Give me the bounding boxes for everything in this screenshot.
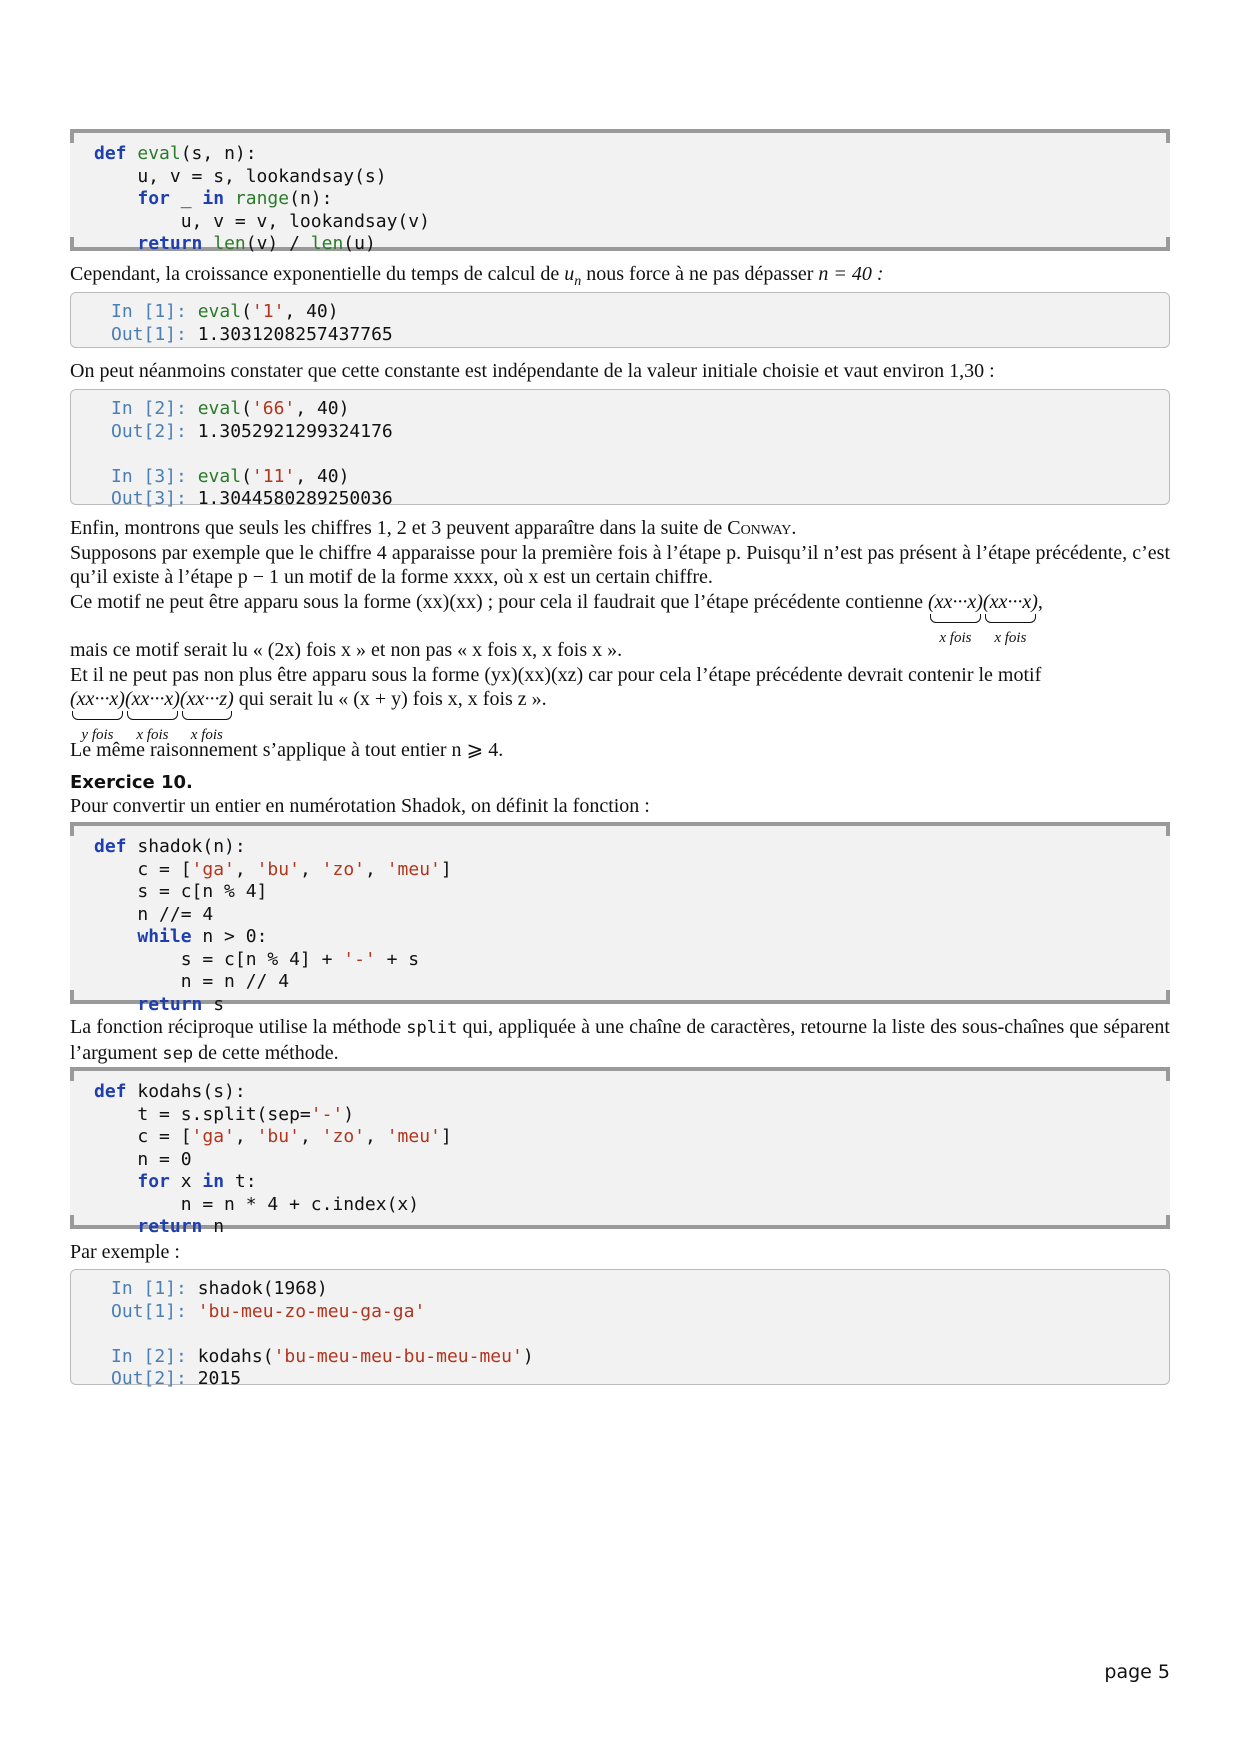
paragraph-reciproque: La fonction réciproque utilise la méthode split qui, appliquée à une chaîne de caractères, retourne la liste des sous-chaînes que séparent l’argument sep de cette méthode. (70, 1016, 1170, 1064)
page-number: page 5 (1104, 1661, 1170, 1683)
paragraph-constante: On peut néanmoins constater que cette constante est indépendante de la valeur initiale choisie et vaut environ 1,30 : (70, 360, 995, 382)
document-page (70, 0, 1170, 1754)
code-eval: def eval(s, n): u, v = s, lookandsay(s) for _ in range(n): u, v = v, lookandsay(v) return len(v) / len(u) (94, 143, 430, 254)
exercise-heading: Exercice 10. (70, 772, 193, 793)
code-block-kodahs (70, 1067, 1170, 1237)
paragraph-shadok: Pour convertir un entier en numérotation Shadok, on définit la fonction : (70, 795, 650, 817)
repl-block-3: In [1]: shadok(1968) Out[1]: 'bu-meu-zo-meu-ga-ga' In [2]: kodahs('bu-meu-meu-bu-meu-meu') Out[2]: 2015 (70, 1269, 1170, 1385)
paragraph-par-exemple: Par exemple : (70, 1241, 180, 1263)
code-block-shadok (70, 822, 1170, 1015)
code-kodahs: def kodahs(s): t = s.split(sep='-') c = ['ga', 'bu', 'zo', 'meu'] n = 0 for x in t: n = n * 4 + c.index(x) return n (94, 1081, 452, 1237)
repl-block-1: In [1]: eval('1', 40) Out[1]: 1.3031208257437765 (70, 292, 1170, 348)
repl-block-2: In [2]: eval('66', 40) Out[2]: 1.3052921299324176 In [3]: eval('11', 40) Out[3]: 1.3044580289250036 (70, 389, 1170, 505)
paragraph-supposons: Supposons par exemple que le chiffre 4 apparaisse pour la première fois à l’étape p. Puisqu’il n’est pas présent à l’étape précédente, c’est qu’il existe à l’étape p − 1 un motif de la forme xxxx, où x est un certain chiffre. (70, 541, 1170, 588)
paragraph-croissance: Cependant, la croissance exponentielle du temps de calcul de $u_n$ nous force à ne pas dépasser n = 40 : (70, 263, 884, 289)
paragraph-conway: Enfin, montrons que seuls les chiffres 1, 2 et 3 peuvent apparaître dans la suite de Conway. Supposons par exemple que le chiffre 4 apparaisse pour la première fois à l’étape p. Puisqu’il n’est pas présent à l’étape précédente, c’est qu’il existe à l’étape p − 1 un motif de la forme xxxx, où x est un certain chiffre. Ce motif ne peut être apparu sous la forme (xx)(xx) ; pour cela il faudrait que l’étape précédente contienne (xx···x) x fois (xx···x) x fois , mais ce motif serait lu « (2x) fois x » et non pas « x fois x, x fois x ». Et il ne peut pas non plus être apparu sous la forme (yx)(xx)(xz) car pour cela l’étape précédente devrait contenir le motif (xx···x) y fois (xx···x) x fois (xx···z) x fois qui serait lu « (x + y) fois x, x fois z ». Le même raisonnement s’applique à tout entier n ⩾ 4. (70, 517, 1170, 761)
code-shadok: def shadok(n): c = ['ga', 'bu', 'zo', 'meu'] s = c[n % 4] n //= 4 while n > 0: s = c[n % 4] + '-' + s n = n // 4 return s (94, 836, 452, 1015)
code-block-eval (70, 129, 1170, 254)
